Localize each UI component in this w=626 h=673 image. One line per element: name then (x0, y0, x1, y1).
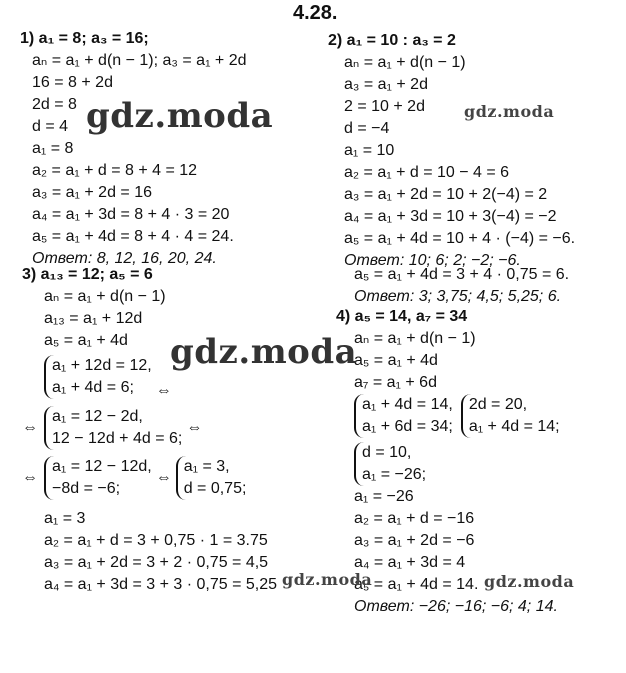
system-line: d = 0,75; (183, 480, 247, 497)
solution-3-line: a₁ = 3 (44, 510, 86, 527)
system-line: a₁ = 3, (183, 458, 230, 475)
solution-1-line: a₁ = 8 (32, 140, 74, 157)
equivalence-sign: ⇔ (22, 469, 38, 486)
solution-2-answer: Ответ: 10; 6; 2; −2; −6. (344, 252, 521, 269)
equation-system (22, 456, 277, 500)
solution-3-line: a₄ = a₁ + 3d = 3 + 3 · 0,75 = 5,25 (44, 576, 277, 593)
solution-1-answer: Ответ: 8, 12, 16, 20, 24. (32, 250, 217, 267)
system-line: d = 10, (362, 444, 412, 461)
solution-4-line: a₄ = a₁ + 3d = 4 (354, 554, 466, 571)
solution-1-line: 2d = 8 (32, 96, 77, 113)
solution-1-line: a₄ = a₁ + 3d = 8 + 4 · 3 = 20 (32, 206, 230, 223)
solution-4-line: a₁ = −26 (354, 488, 414, 505)
watermark: gdz.moda (464, 102, 555, 121)
solution-1-line: a₅ = a₁ + 4d = 8 + 4 · 4 = 24. (32, 228, 234, 245)
system-line: a₁ + 6d = 34; (362, 418, 453, 435)
solution-1-line: 16 = 8 + 2d (32, 74, 113, 91)
system-line: a₁ + 4d = 6; (52, 379, 134, 396)
equation-system (354, 442, 564, 486)
solution-3-line: 3) a₁₃ = 12; a₅ = 6 (22, 266, 153, 283)
watermark: gdz.moda (484, 572, 575, 591)
solution-1-line: aₙ = a₁ + d(n − 1); a₃ = a₁ + 2d (32, 52, 247, 69)
solution-4-line: a₅ = a₁ + 4d = 14. (354, 576, 479, 593)
solution-2-line: 2) a₁ = 10 : a₃ = 2 (328, 32, 456, 49)
solution-2-line: a₅ = a₁ + 4d = 10 + 4 · (−4) = −6. (344, 230, 576, 247)
watermark: gdz.moda (170, 332, 358, 372)
system-line: 12 − 12d + 4d = 6; (52, 430, 183, 447)
solution-3-continued (354, 264, 569, 308)
solution-4-line: a₅ = a₁ + 4d (354, 352, 438, 369)
equivalence-sign: ⇔ (155, 469, 172, 486)
solution-3-line: aₙ = a₁ + d(n − 1) (44, 288, 166, 305)
system-line: 2d = 20, (468, 396, 528, 413)
solution-2-line: a₂ = a₁ + d = 10 − 4 = 6 (344, 164, 510, 181)
equation-system (354, 394, 564, 438)
solution-2-line: a₃ = a₁ + 2d (344, 76, 428, 93)
system-line: a₁ + 4d = 14, (362, 396, 453, 413)
equivalence-sign: ⇔ (22, 419, 38, 436)
solution-3-line: a₁₃ = a₁ + 12d (44, 310, 143, 327)
solution-3-line: a₅ = a₁ + 4d (44, 332, 128, 349)
watermark: gdz.moda (86, 96, 274, 136)
system-line: a₁ + 12d = 12, (52, 357, 152, 374)
solution-1-line: 1) a₁ = 8; a₃ = 16; (20, 30, 149, 47)
solution-2-line: 2 = 10 + 2d (344, 98, 425, 115)
solution-4-line: a₃ = a₁ + 2d = −6 (354, 532, 475, 549)
system-line: a₁ = −26; (362, 466, 427, 483)
system-line: a₁ = 12 − 2d, (52, 408, 143, 425)
solution-4-line: a₂ = a₁ + d = −16 (354, 510, 475, 527)
solution-2-line: d = −4 (344, 120, 390, 137)
equation-system (22, 406, 277, 450)
solution-3-line: a₅ = a₁ + 4d = 3 + 4 · 0,75 = 6. (354, 266, 570, 283)
solution-2-line: a₃ = a₁ + 2d = 10 + 2(−4) = 2 (344, 186, 548, 203)
system-line: a₁ = 12 − 12d, (52, 458, 152, 475)
problem-number: 4.28. (293, 2, 338, 24)
solution-2-line: a₄ = a₁ + 3d = 10 + 3(−4) = −2 (344, 208, 557, 225)
equivalence-sign: ⇔ (186, 419, 203, 436)
solution-3-line: a₂ = a₁ + d = 3 + 0,75 · 1 = 3.75 (44, 532, 268, 549)
equivalence-sign: ⇔ (155, 382, 172, 399)
solution-4-line: aₙ = a₁ + d(n − 1) (354, 330, 476, 347)
solution-1-line: a₂ = a₁ + d = 8 + 4 = 12 (32, 162, 198, 179)
watermark: gdz.moda (282, 570, 373, 589)
solution-3 (22, 264, 277, 596)
solution-1-line: d = 4 (32, 118, 69, 135)
solution-2-line: a₁ = 10 (344, 142, 395, 159)
system-line: a₁ + 4d = 14; (468, 418, 560, 435)
solution-2 (328, 30, 575, 272)
solution-4-line: a₇ = a₁ + 6d (354, 374, 437, 391)
solution-1 (20, 28, 247, 270)
solution-2-line: aₙ = a₁ + d(n − 1) (344, 54, 466, 71)
solution-4-line: 4) a₅ = 14, a₇ = 34 (336, 308, 468, 325)
solution-3-answer: Ответ: 3; 3,75; 4,5; 5,25; 6. (354, 288, 562, 305)
solution-1-line: a₃ = a₁ + 2d = 16 (32, 184, 153, 201)
solution-4-answer: Ответ: −26; −16; −6; 4; 14. (354, 598, 558, 615)
solution-3-line: a₃ = a₁ + 2d = 3 + 2 · 0,75 = 4,5 (44, 554, 269, 571)
system-line: −8d = −6; (52, 480, 121, 497)
